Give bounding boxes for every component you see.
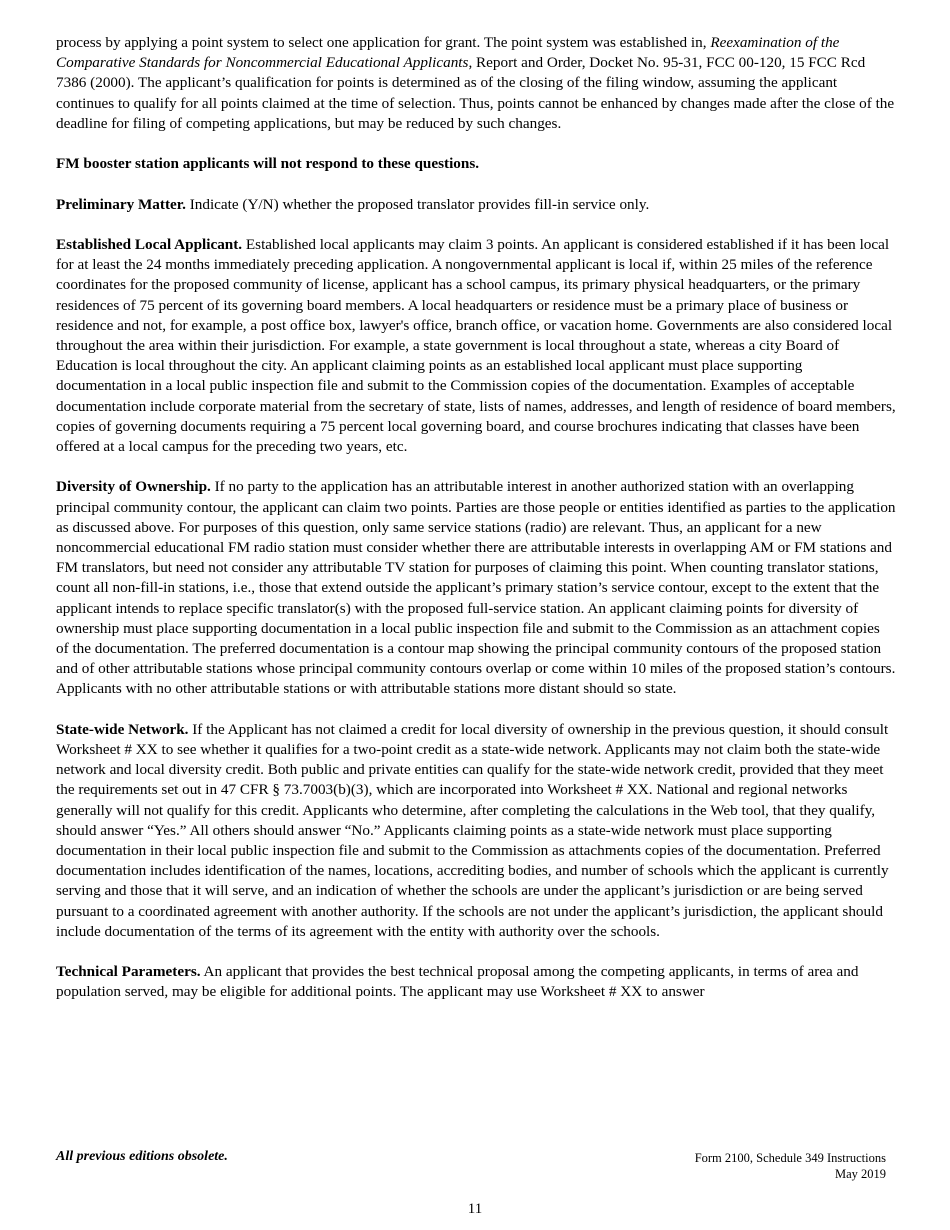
established-local-heading: Established Local Applicant. [56, 235, 243, 253]
document-body [56, 33, 896, 1023]
preliminary-matter-paragraph [56, 195, 896, 215]
intro-text-2: , Report and Order, Docket No. 95-31, FCC 00-120, 15 FCC Rcd 7386 (2000). The applicant’s qualification for points is determined as of the closing of the filing window, assuming the applicant continues to qualify for all points claimed at the time of selection. Thus, points cannot be enhanced by changes made after the close of the deadline for filing of competing applications, but may be reduced by such changes. [56, 54, 895, 132]
statewide-network-paragraph [56, 720, 896, 942]
form-name: Form 2100, Schedule 349 Instructions [694, 1151, 886, 1165]
obsolete-note: All previous editions obsolete. [56, 1149, 228, 1164]
form-date: May 2019 [834, 1166, 886, 1181]
established-local-paragraph [56, 235, 896, 457]
diversity-text: If no party to the application has an attributable interest in another authorized station with an overlapping principal community contour, the applicant can claim two points. Parties are those people or entities identified as parties to the application as discussed above. For purposes of this question, only same service stations (radio) are relevant. Thus, an applicant for a new noncommercial educational FM radio station must consider whether there are attributable interests in overlapping AM or FM stations and FM translators, but need not consider any attributable TV station for purposes of claiming this point. When counting translator stations, count all non-fill-in stations, i.e., those that extend outside the applicant’s primary station’s service contour, except to the extent that the applicant intends to replace specific translator(s) with the proposed full-service station. An applicant claiming points for diversity of ownership must place supporting documentation in a local public inspection file and submit to the Commission as an attachment copies of the documentation. The preferred documentation is a contour map showing the principal community contours of the proposed station and of other attributable stations whose principal community contours overlap or come within 10 miles of the proposed station’s contours. Applicants with no other attributable stations or with attributable stations more distant should so state. [56, 478, 896, 698]
booster-note: FM booster station applicants will not respond to these questions. [56, 155, 480, 173]
preliminary-matter-heading: Preliminary Matter. [56, 195, 186, 213]
technical-parameters-paragraph [56, 962, 896, 1002]
established-local-text: Established local applicants may claim 3 points. An applicant is considered established if it has been local for at least the 24 months immediately preceding application. A nongovernmental applicant is local if, within 25 miles of the reference coordinates for the proposed community of license, applicant has a school campus, its primary physical headquarters, or the primary residences of 75 percent of its governing board members. A local headquarters or residence must be a primary place of business or residence and not, for example, a post office box, lawyer's office, branch office, or vacation home. Governments are also considered local throughout the area within their jurisdiction. For example, a state government is local throughout a state, whereas a city Board of Education is local throughout the city. An applicant claiming points as an established local applicant must place supporting documentation in a local public inspection file and submit to the Commission copies of the documentation. Examples of acceptable documentation include corporate material from the secretary of state, lists of names, addresses, and length of residence of board members, copies of governing documents requiring a 75 percent local governing board, and course brochures indicating that classes have been offered at a local campus for the preceding two years, etc. [56, 235, 896, 456]
page-number: 11 [467, 1201, 483, 1217]
form-identifier [695, 1151, 886, 1182]
intro-paragraph [56, 33, 896, 134]
preliminary-matter-text: Indicate (Y/N) whether the proposed translator provides fill-in service only. [185, 195, 650, 213]
statewide-network-heading: State-wide Network. [56, 720, 189, 738]
technical-parameters-text: An applicant that provides the best technical proposal among the competing applicants, in terms of area and population served, may be eligible for additional points. The applicant may use Worksheet # XX to answer [56, 963, 859, 1001]
diversity-paragraph [56, 477, 896, 699]
intro-citation: Reexamination of the Comparative Standards for Noncommercial Educational Applicants [56, 34, 840, 72]
technical-parameters-heading: Technical Parameters. [56, 963, 201, 981]
statewide-network-text: If the Applicant has not claimed a credit for local diversity of ownership in the previous question, it should consult Worksheet # XX to see whether it qualifies for a two-point credit as a state-wide network. Applicants may not claim both the state-wide network and local diversity credit. Both public and private entities can qualify for the state-wide network credit, provided that they meet the requirements set out in 47 CFR § 73.7003(b)(3), which are incorporated into Worksheet # XX. National and regional networks generally will not qualify for this credit. Applicants who determine, after completing the calculations in the Web tool, that they qualify, should answer “Yes.” All others should answer “No.” Applicants claiming points as a state-wide network must place supporting documentation in their local public inspection file and submit to the Commission as attachments copies of the documentation. Preferred documentation includes identification of the names, locations, accrediting bodies, and number of schools which the applicant is currently serving and those that it will serve, and an indication of whether the schools are under the applicant’s jurisdiction or are being served pursuant to a coordinated agreement with another authority. If the schools are not under the applicant’s jurisdiction, the applicant should include documentation of the terms of its agreement with the entity with authority over the schools. [56, 720, 889, 940]
intro-text-1: process by applying a point system to select one application for grant. The point system was established in, [56, 34, 711, 51]
diversity-heading: Diversity of Ownership. [56, 478, 211, 496]
